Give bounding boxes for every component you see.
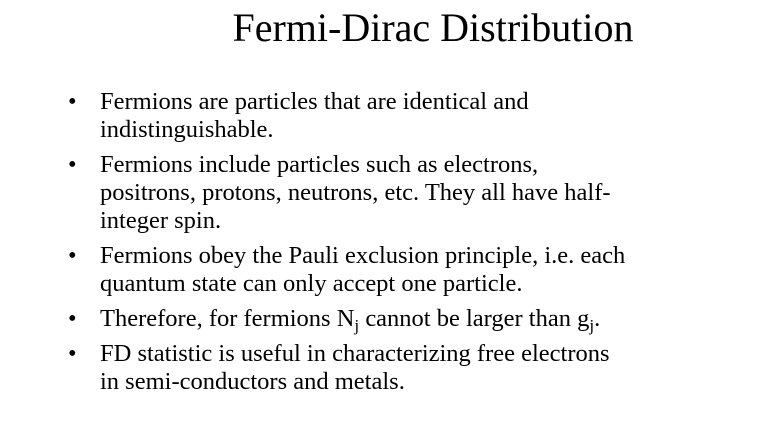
bullet-marker: •	[68, 340, 77, 367]
bullet-text-line: positrons, protons, neutrons, etc. They all have half-	[100, 179, 611, 206]
bullet-text: Therefore, for fermions N	[100, 305, 355, 332]
bullet-marker: •	[68, 88, 77, 115]
bullet-item	[68, 151, 748, 235]
subscript-j: j	[354, 316, 360, 336]
subscript-j: j	[589, 316, 595, 336]
bullet-item	[68, 340, 748, 396]
bullet-item	[68, 305, 748, 336]
slide-title: Fermi-Dirac Distribution	[232, 5, 634, 50]
bullet-item	[68, 88, 748, 144]
bullet-text-line: Fermions obey the Pauli exclusion principle, i.e. each	[100, 242, 626, 269]
bullet-text-line: integer spin.	[100, 207, 222, 234]
bullet-marker: •	[68, 151, 77, 178]
bullet-text: cannot be larger than g	[359, 305, 590, 332]
bullet-text-line: FD statistic is useful in characterizing free electrons	[100, 340, 610, 367]
bullet-marker: •	[68, 242, 77, 269]
bullet-item	[68, 242, 748, 298]
bullet-text-line: indistinguishable.	[100, 116, 274, 143]
bullet-text-line: Fermions are particles that are identical and	[100, 88, 529, 115]
bullet-text-line: quantum state can only accept one particle.	[100, 270, 523, 297]
bullet-marker: •	[68, 305, 77, 332]
bullet-text: .	[594, 305, 601, 332]
bullet-text-line: in semi-conductors and metals.	[100, 368, 405, 395]
bullet-list	[68, 88, 748, 403]
bullet-text-line: Fermions include particles such as electrons,	[100, 151, 539, 178]
